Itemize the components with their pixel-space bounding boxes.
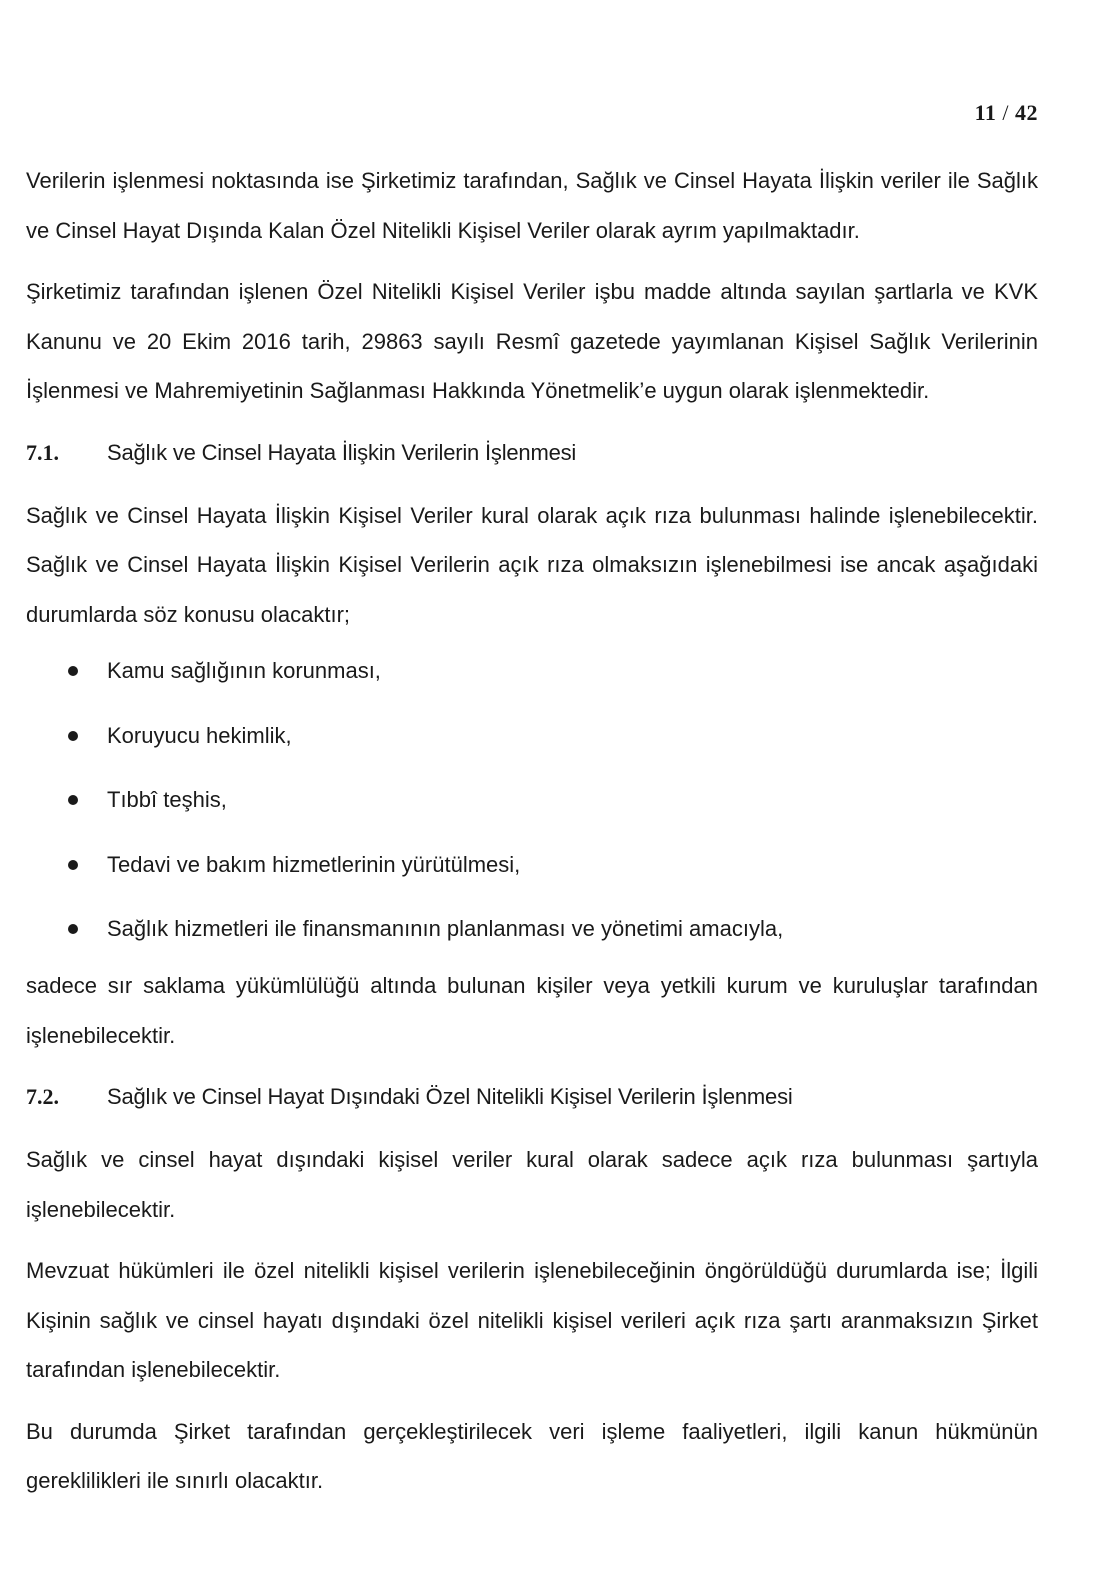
- intro-paragraph-2: Şirketimiz tarafından işlenen Özel Nitelikli Kişisel Veriler işbu madde altında sayılan şartlarla ve KVK Kanunu ve 20 Ekim 2016 tarih, 29863 sayılı Resmî gazetede yayımlanan Kişisel Sağlık Verilerinin İşlenmesi ve Mahremiyetinin Sağlanması Hakkında Yönetmelik’e uygun olarak işlenmektedir.: [26, 279, 1038, 403]
- page-number: [975, 100, 1038, 126]
- list-item-text: Kamu sağlığının korunması,: [107, 658, 381, 683]
- bullet-dot-icon: [68, 731, 78, 741]
- section-7-1-title: Sağlık ve Cinsel Hayata İlişkin Verilerin İşlenmesi: [107, 439, 577, 465]
- section-7-2-paragraph-2: Mevzuat hükümleri ile özel nitelikli kişisel verilerin işlenebileceğinin öngörüldüğü durumlarda ise; İlgili Kişinin sağlık ve cinsel hayatı dışındaki özel nitelikli kişisel verileri açık rıza şartı aranmaksızın Şirket tarafından işlenebilecektir.: [26, 1258, 1038, 1383]
- section-7-2-title: Sağlık ve Cinsel Hayat Dışındaki Özel Nitelikli Kişisel Verilerin İşlenmesi: [107, 1084, 793, 1110]
- bullet-dot-icon: [68, 795, 78, 805]
- section-7-1-heading: [26, 428, 1038, 477]
- list-item: [26, 651, 1038, 691]
- list-item-text: Sağlık hizmetleri ile finansmanının planlanması ve yönetimi amacıyla,: [107, 916, 784, 942]
- page-number-total: 42: [1015, 100, 1038, 125]
- document-page: [26, 0, 1038, 1590]
- section-7-1-paragraph-1: Sağlık ve Cinsel Hayata İlişkin Kişisel Veriler kural olarak açık rıza bulunması halinde işlenebilecektir. Sağlık ve Cinsel Hayata İlişkin Kişisel Verilerin açık rıza olmaksızın işlenebilmesi ise ancak aşağıdaki durumlarda söz konusu olacaktır;: [26, 502, 1038, 627]
- bullet-dot-icon: [68, 860, 78, 870]
- bullet-dot-icon: [68, 666, 78, 676]
- list-item: [26, 716, 1038, 756]
- section-7-2-heading: [26, 1072, 1038, 1121]
- list-item: [26, 845, 1038, 885]
- page-number-separator: /: [1002, 100, 1009, 125]
- intro-paragraph-1: Verilerin işlenmesi noktasında ise Şirketimiz tarafından, Sağlık ve Cinsel Hayata İlişkin veriler ile Sağlık ve Cinsel Hayat Dışında Kalan Özel Nitelikli Kişisel Veriler olarak ayrım yapılmaktadır.: [26, 168, 1038, 243]
- list-item-text: Tıbbî teşhis,: [107, 787, 227, 813]
- list-item: [26, 909, 1038, 949]
- list-item: [26, 780, 1038, 820]
- section-7-1-bullet-list: [26, 651, 1038, 949]
- list-item-text: Koruyucu hekimlik,: [107, 722, 292, 748]
- section-7-2-paragraph-1: Sağlık ve cinsel hayat dışındaki kişisel veriler kural olarak sadece açık rıza bulunması şartıyla işlenebilecektir.: [26, 1147, 1038, 1222]
- section-7-1-paragraph-2: sadece sır saklama yükümlülüğü altında bulunan kişiler veya yetkili kurum ve kuruluşlar tarafından işlenebilecektir.: [26, 973, 1038, 1048]
- page-content: [26, 156, 1038, 1518]
- section-7-2-paragraph-3: Bu durumda Şirket tarafından gerçekleştirilecek veri işleme faaliyetleri, ilgili kanun hükmünün gereklilikleri ile sınırlı olacaktır.: [26, 1418, 1038, 1494]
- list-item-text: Tedavi ve bakım hizmetlerinin yürütülmesi,: [107, 851, 521, 877]
- section-7-1-number: 7.1.: [26, 439, 59, 465]
- page-number-current: 11: [974, 100, 997, 125]
- bullet-dot-icon: [68, 924, 78, 934]
- section-7-2-number: 7.2.: [26, 1084, 59, 1110]
